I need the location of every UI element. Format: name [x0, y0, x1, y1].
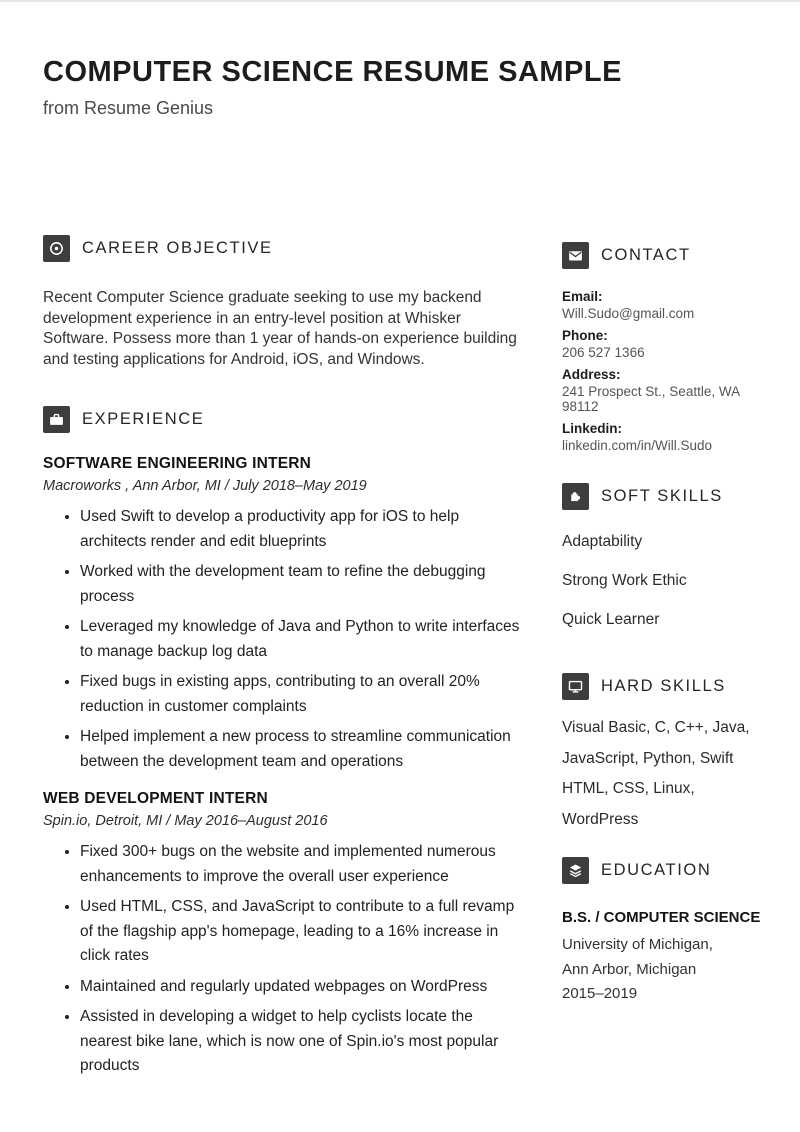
- contact-label: Address:: [562, 367, 621, 382]
- right-column: [562, 242, 767, 1007]
- contact-value: linkedin.com/in/Will.Sudo: [562, 438, 713, 453]
- puzzle-piece-icon: [562, 483, 589, 510]
- skill-item: WordPress: [562, 810, 639, 828]
- list-item: • Leveraged my knowledge of Java and Python to write interfaces to manage backup log data: [80, 615, 523, 664]
- list-item: • Worked with the development team to refine the debugging process: [80, 560, 523, 609]
- section-heading-label: CONTACT: [601, 246, 691, 264]
- skill-item: JavaScript, Python, Swift: [562, 749, 734, 767]
- list-item: • Helped implement a new process to streamline communication between the development team and operations: [80, 725, 523, 774]
- section-heading-label: EDUCATION: [601, 861, 712, 879]
- section-heading-label: HARD SKILLS: [601, 677, 726, 695]
- education-details: [562, 933, 767, 1007]
- section-hard-skills: [562, 673, 767, 700]
- education-entry: [562, 909, 767, 1007]
- contact-item-phone: [562, 328, 767, 360]
- section-heading-label: SOFT SKILLS: [601, 487, 723, 505]
- job-bullet-list: [43, 505, 523, 774]
- briefcase-icon: [43, 406, 70, 433]
- list-item: • Fixed bugs in existing apps, contributing to an overall 20% reduction in customer complaints: [80, 670, 523, 719]
- education-line: 2015–2019: [562, 985, 638, 1002]
- list-item: • Used HTML, CSS, and JavaScript to contribute to a full revamp of the flagship app's homepage, leading to a 16% increase in click rates: [80, 895, 523, 969]
- skill-item: Quick Learner: [562, 611, 660, 628]
- job-meta: Macroworks , Ann Arbor, MI / July 2018–May 2019: [43, 478, 367, 494]
- page-subtitle: from Resume Genius: [43, 98, 214, 118]
- degree-title: B.S. / COMPUTER SCIENCE: [562, 909, 761, 926]
- job-entry: [43, 455, 523, 774]
- section-experience: [43, 406, 523, 433]
- contact-list: [562, 289, 767, 453]
- document-header: [43, 56, 622, 119]
- contact-label: Linkedin:: [562, 421, 622, 436]
- list-item: • Fixed 300+ bugs on the website and implemented numerous enhancements to improve the overall user experience: [80, 840, 523, 889]
- skill-item: HTML, CSS, Linux,: [562, 780, 695, 797]
- list-item: • Maintained and regularly updated webpages on WordPress: [80, 975, 523, 1000]
- contact-label: Phone:: [562, 328, 608, 343]
- section-contact: [562, 242, 767, 269]
- section-heading-label: EXPERIENCE: [82, 410, 205, 428]
- soft-skills-list: [562, 533, 767, 629]
- job-title: WEB DEVELOPMENT INTERN: [43, 790, 268, 807]
- contact-item-email: [562, 289, 767, 321]
- contact-item-linkedin: [562, 421, 767, 453]
- job-bullet-list: [43, 840, 523, 1079]
- education-line: University of Michigan,: [562, 936, 713, 953]
- contact-value: Will.Sudo@gmail.com: [562, 306, 695, 321]
- skill-item: Adaptability: [562, 533, 643, 550]
- list-item: • Assisted in developing a widget to help cyclists locate the nearest bike lane, which is now one of Spin.io's most popular products: [80, 1005, 523, 1079]
- hard-skills-list: [562, 713, 767, 835]
- list-item: • Used Swift to develop a productivity app for iOS to help architects render and edit blueprints: [80, 505, 523, 554]
- section-career-objective: [43, 235, 523, 262]
- left-column: [43, 235, 523, 1085]
- envelope-icon: [562, 242, 589, 269]
- contact-label: Email:: [562, 289, 603, 304]
- skill-item: Strong Work Ethic: [562, 572, 687, 589]
- contact-value: 206 527 1366: [562, 345, 645, 360]
- section-heading-label: CAREER OBJECTIVE: [82, 239, 273, 257]
- contact-item-address: [562, 367, 767, 414]
- layers-icon: [562, 857, 589, 884]
- job-meta: Spin.io, Detroit, MI / May 2016–August 2016: [43, 813, 328, 829]
- target-icon: [43, 235, 70, 262]
- section-education: [562, 857, 767, 884]
- page-title: COMPUTER SCIENCE RESUME SAMPLE: [43, 56, 622, 88]
- job-title: SOFTWARE ENGINEERING INTERN: [43, 455, 312, 472]
- job-entry: [43, 790, 523, 1079]
- objective-paragraph: Recent Computer Science graduate seeking to use my backend development experience in an entry-level position at Whisker Software. Possess more than 1 year of hands-on experience building and testing applications for Android, iOS, and Windows.: [43, 289, 517, 368]
- skill-item: Visual Basic, C, C++, Java,: [562, 719, 750, 736]
- monitor-icon: [562, 673, 589, 700]
- education-line: Ann Arbor, Michigan: [562, 960, 697, 978]
- contact-value: 241 Prospect St., Seattle, WA 98112: [562, 384, 740, 414]
- section-soft-skills: [562, 483, 767, 510]
